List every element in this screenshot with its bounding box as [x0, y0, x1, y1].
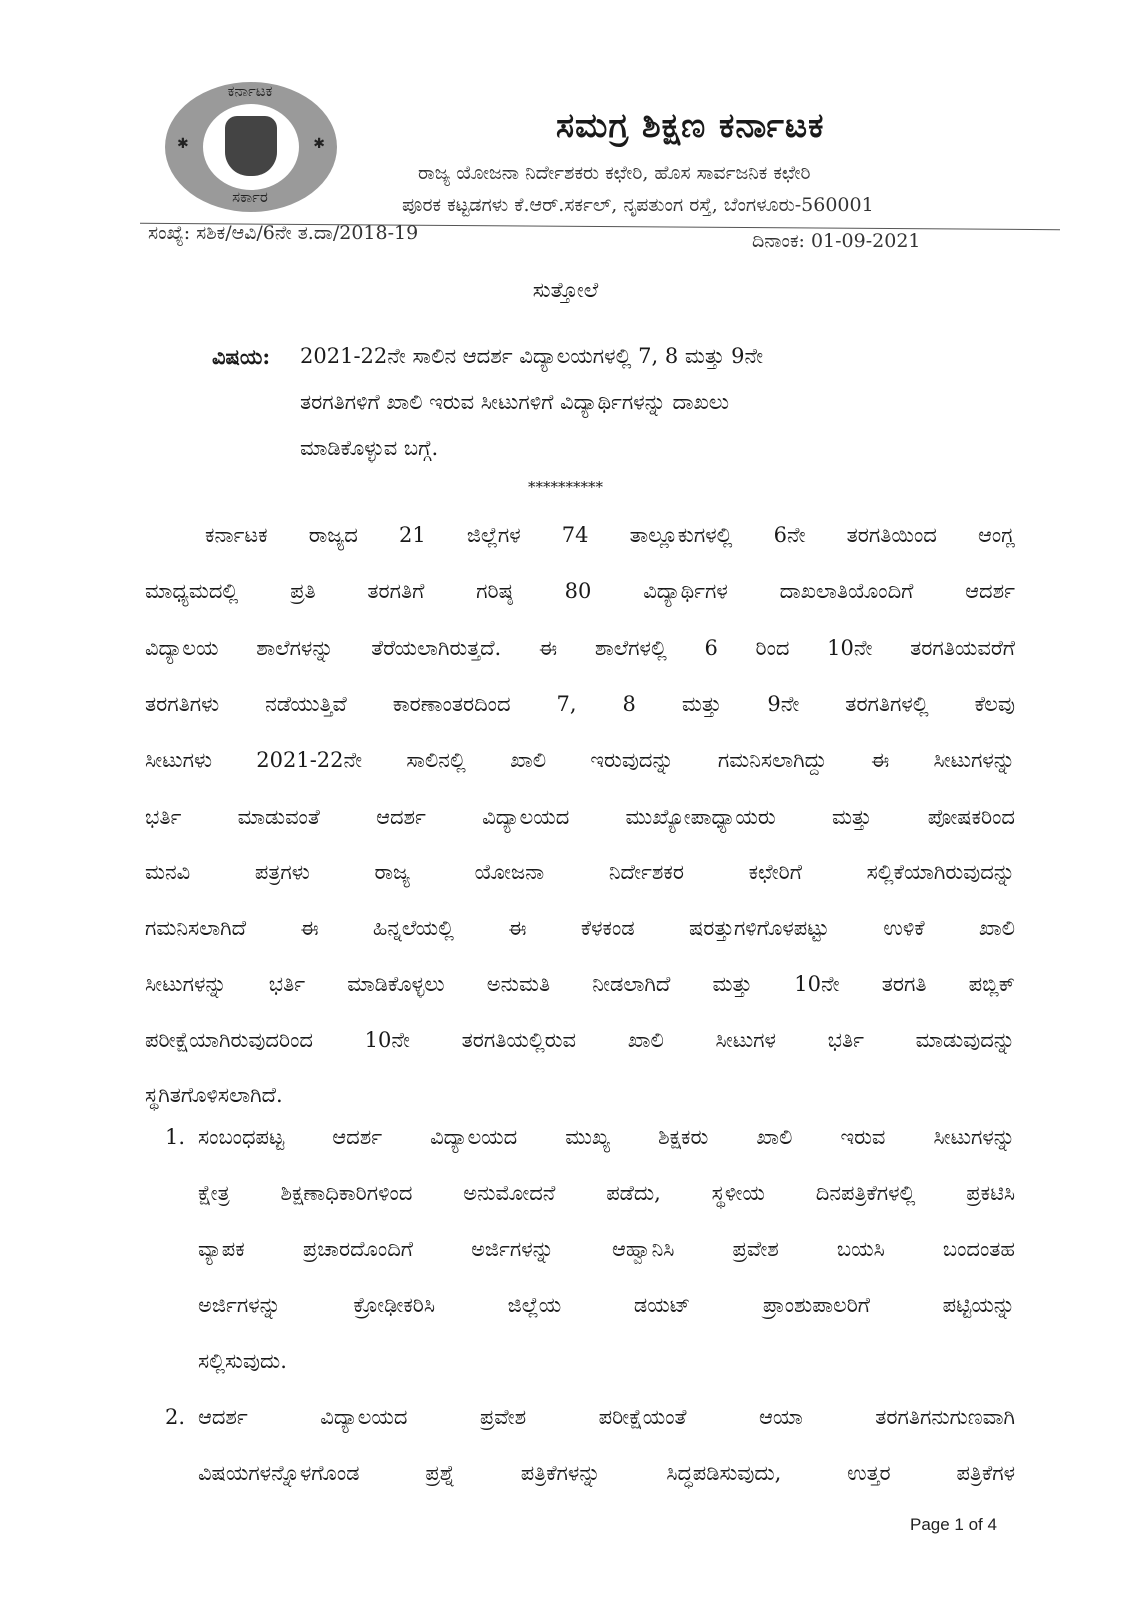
- subject-line: 2021-22ನೇ ಸಾಲಿನ ಆದರ್ಶ ವಿದ್ಯಾಲಯಗಳಲ್ಲಿ 7, 8 ಮತ್ತು 9ನೇ: [300, 344, 764, 368]
- body-line: ತರಗತಿಗಳು ನಡೆಯುತ್ತಿವೆ ಕಾರಣಾಂತರದಿಂದ 7, 8 ಮತ್ತು 9ನೇ ತರಗತಿಗಳಲ್ಲಿ ಕೆಲವು: [145, 692, 1015, 716]
- body-line: ಭರ್ತಿ ಮಾಡುವಂತೆ ಆದರ್ಶ ವಿದ್ಯಾಲಯದ ಮುಖ್ಯೋಪಾಧ್ಯಾಯರು ಮತ್ತು ಪೋಷಕರಿಂದ: [145, 805, 1015, 829]
- body-line: ವಿದ್ಯಾಲಯ ಶಾಲೆಗಳನ್ನು ತೆರೆಯಲಾಗಿರುತ್ತದೆ. ಈ ಶಾಲೆಗಳಲ್ಲಿ 6 ರಿಂದ 10ನೇ ತರಗತಿಯವರೆಗೆ: [145, 636, 1015, 660]
- list-item-line: ಸಲ್ಲಿಸುವುದು.: [198, 1349, 287, 1373]
- body-line: ಕರ್ನಾಟಕ ರಾಜ್ಯದ 21 ಜಿಲ್ಲೆಗಳ 74 ತಾಲ್ಲೂಕುಗಳಲ್ಲಿ 6ನೇ ತರಗತಿಯಿಂದ ಆಂಗ್ಲ: [205, 523, 1015, 547]
- list-item-line: ವ್ಯಾಪಕ ಪ್ರಚಾರದೊಂದಿಗೆ ಅರ್ಜಿಗಳನ್ನು ಆಹ್ವಾನಿಸಿ ಪ್ರವೇಶ ಬಯಸಿ ಬಂದಂತಹ: [198, 1237, 1015, 1261]
- seal-text-bottom: ಸರ್ಕಾರ: [232, 188, 268, 206]
- list-item-number: 2.: [165, 1405, 186, 1429]
- body-line: ಮಾಧ್ಯಮದಲ್ಲಿ ಪ್ರತಿ ತರಗತಿಗೆ ಗರಿಷ್ಠ 80 ವಿದ್ಯಾರ್ಥಿಗಳ ದಾಖಲಾತಿಯೊಂದಿಗೆ ಆದರ್ಶ: [145, 579, 1015, 603]
- star-icon: ✱: [313, 136, 325, 152]
- organization-title: ಸಮಗ್ರ ಶಿಕ್ಷಣ ಕರ್ನಾಟಕ: [556, 106, 825, 146]
- page-number: Page 1 of 4: [910, 1515, 997, 1534]
- list-item-line: ಕ್ಷೇತ್ರ ಶಿಕ್ಷಣಾಧಿಕಾರಿಗಳಿಂದ ಅನುಮೋದನೆ ಪಡೆದು, ಸ್ಥಳೀಯ ದಿನಪತ್ರಿಕೆಗಳಲ್ಲಿ ಪ್ರಕಟಿಸಿ: [198, 1181, 1015, 1205]
- separator: **********: [528, 478, 603, 496]
- body-line: ಸೀಟುಗಳು 2021-22ನೇ ಸಾಲಿನಲ್ಲಿ ಖಾಲಿ ಇರುವುದನ್ನು ಗಮನಿಸಲಾಗಿದ್ದು ಈ ಸೀಟುಗಳನ್ನು: [145, 748, 1015, 772]
- star-icon: ✱: [177, 136, 189, 152]
- seal-center: [203, 104, 299, 190]
- reference-number: ಸಂಖ್ಯೆ: ಸಶಿಕ/ಆವಿ/6ನೇ ತ.ದಾ/2018-19: [148, 222, 419, 244]
- list-item-line: ಅರ್ಜಿಗಳನ್ನು ಕ್ರೋಢೀಕರಿಸಿ ಜಿಲ್ಲೆಯ ಡಯಟ್ ಪ್ರಾಂಶುಪಾಲರಿಗೆ ಪಟ್ಟಿಯನ್ನು: [198, 1293, 1015, 1317]
- body-line: ಗಮನಿಸಲಾಗಿದೆ ಈ ಹಿನ್ನಲೆಯಲ್ಲಿ ಈ ಕೆಳಕಂಡ ಷರತ್ತುಗಳಿಗೊಳಪಟ್ಟು ಉಳಿಕೆ ಖಾಲಿ: [145, 916, 1015, 940]
- list-item-line: ಸಂಬಂಧಪಟ್ಟ ಆದರ್ಶ ವಿದ್ಯಾಲಯದ ಮುಖ್ಯ ಶಿಕ್ಷಕರು ಖಾಲಿ ಇರುವ ಸೀಟುಗಳನ್ನು: [198, 1125, 1015, 1149]
- body-line: ಪರೀಕ್ಷೆಯಾಗಿರುವುದರಿಂದ 10ನೇ ತರಗತಿಯಲ್ಲಿರುವ ಖಾಲಿ ಸೀಟುಗಳ ಭರ್ತಿ ಮಾಡುವುದನ್ನು: [145, 1028, 1015, 1052]
- state-emblem-icon: [225, 116, 277, 176]
- karnataka-government-seal: [165, 82, 337, 212]
- subject-label: ವಿಷಯ:: [212, 344, 271, 369]
- circular-title: ಸುತ್ತೋಲೆ: [532, 278, 599, 302]
- list-item-line: ವಿಷಯಗಳನ್ನೊಳಗೊಂಡ ಪ್ರಶ್ನೆ ಪತ್ರಿಕೆಗಳನ್ನು ಸಿದ್ಧಪಡಿಸುವುದು, ಉತ್ತರ ಪತ್ರಿಕೆಗಳ: [198, 1461, 1015, 1485]
- body-line: ಸೀಟುಗಳನ್ನು ಭರ್ತಿ ಮಾಡಿಕೊಳ್ಳಲು ಅನುಮತಿ ನೀಡಲಾಗಿದೆ ಮತ್ತು 10ನೇ ತರಗತಿ ಪಬ್ಲಿಕ್: [145, 972, 1015, 996]
- subject-line: ಮಾಡಿಕೊಳ್ಳುವ ಬಗ್ಗೆ.: [300, 436, 439, 460]
- list-item-number: 1.: [165, 1125, 186, 1149]
- list-item-line: ಆದರ್ಶ ವಿದ್ಯಾಲಯದ ಪ್ರವೇಶ ಪರೀಕ್ಷೆಯಂತೆ ಆಯಾ ತರಗತಿಗನುಗುಣವಾಗಿ: [198, 1405, 1015, 1429]
- body-line: ಮನವಿ ಪತ್ರಗಳು ರಾಜ್ಯ ಯೋಜನಾ ನಿರ್ದೇಶಕರ ಕಛೇರಿಗೆ ಸಲ್ಲಿಕೆಯಾಗಿರುವುದನ್ನು: [145, 860, 1015, 884]
- seal-text-top: ಕರ್ನಾಟಕ: [227, 82, 273, 100]
- subject-line: ತರಗತಿಗಳಿಗೆ ಖಾಲಿ ಇರುವ ಸೀಟುಗಳಿಗೆ ವಿದ್ಯಾರ್ಥಿಗಳನ್ನು ದಾಖಲು: [300, 390, 730, 414]
- body-line: ಸ್ಥಗಿತಗೊಳಿಸಲಾಗಿದೆ.: [145, 1083, 283, 1107]
- address-line-2: ಪೂರಕ ಕಟ್ಟಡಗಳು ಕೆ.ಆರ್.ಸರ್ಕಲ್, ನೃಪತುಂಗ ರಸ್ತೆ, ಬೆಂಗಳೂರು-560001: [402, 194, 874, 216]
- address-line-1: ರಾಜ್ಯ ಯೋಜನಾ ನಿರ್ದೇಶಕರು ಕಛೇರಿ, ಹೊಸ ಸಾರ್ವಜನಿಕ ಕಛೇರಿ: [418, 162, 811, 184]
- document-date: ದಿನಾಂಕ: 01-09-2021: [752, 230, 921, 252]
